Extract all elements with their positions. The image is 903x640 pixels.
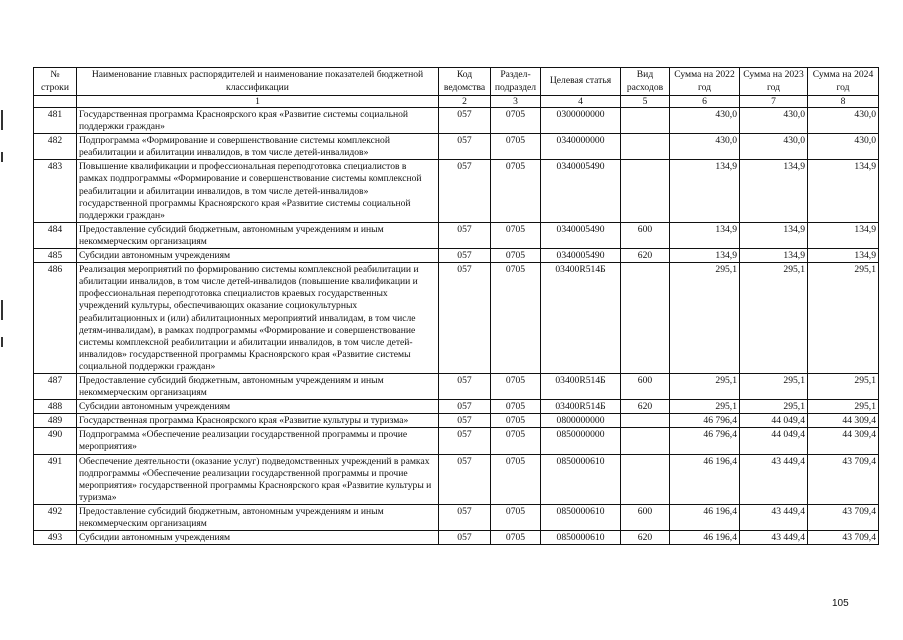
- row-number: 483: [34, 160, 77, 222]
- table-header-row: [34, 68, 879, 96]
- row-sum-2024: 44 309,4: [808, 414, 879, 428]
- row-department-code: 057: [439, 504, 491, 530]
- row-sum-2023: 43 449,4: [740, 531, 808, 545]
- row-sum-2023: 430,0: [740, 108, 808, 134]
- row-target-article: 0340005490: [541, 222, 621, 248]
- table-row: [34, 414, 879, 428]
- row-sum-2024: 295,1: [808, 373, 879, 399]
- row-sum-2023: 430,0: [740, 134, 808, 160]
- row-section: 0705: [491, 400, 541, 414]
- row-target-article: 03400R514Б: [541, 373, 621, 399]
- row-name: Субсидии автономным учреждениям: [77, 531, 439, 545]
- row-section: 0705: [491, 531, 541, 545]
- col-header-name: Наименование главных распорядителей и наименование показателей бюджетной классификации: [77, 68, 439, 96]
- row-section: 0705: [491, 263, 541, 374]
- row-name: Подпрограмма «Обеспечение реализации государственной программы и прочие мероприятия»: [77, 428, 439, 454]
- table-row: [34, 249, 879, 263]
- row-name: Обеспечение деятельности (оказание услуг) подведомственных учреждений в рамках подпрограммы «Обеспечение реализации государственной программы и прочие мероприятия» государственной программы Красноярского края «Развитие культуры и туризма»: [77, 454, 439, 504]
- row-name: Государственная программа Красноярского края «Развитие культуры и туризма»: [77, 414, 439, 428]
- row-number: 489: [34, 414, 77, 428]
- row-sum-2022: 430,0: [670, 108, 740, 134]
- row-target-article: 0850000000: [541, 428, 621, 454]
- row-sum-2024: 295,1: [808, 400, 879, 414]
- page-number: 105: [832, 598, 849, 609]
- table-row: [34, 134, 879, 160]
- row-expense-type: [621, 108, 670, 134]
- row-name: Подпрограмма «Формирование и совершенствование системы комплексной реабилитации и абилитации инвалидов, в том числе детей-инвалидов»: [77, 134, 439, 160]
- row-sum-2022: 134,9: [670, 249, 740, 263]
- col-header-target-article: Целевая статья: [541, 68, 621, 96]
- row-department-code: 057: [439, 108, 491, 134]
- table-body: [34, 108, 879, 545]
- scan-mark: [1, 337, 3, 347]
- row-number: 485: [34, 249, 77, 263]
- table-row: [34, 160, 879, 222]
- row-expense-type: [621, 454, 670, 504]
- row-target-article: 0800000000: [541, 414, 621, 428]
- row-name: Субсидии автономным учреждениям: [77, 249, 439, 263]
- row-expense-type: [621, 134, 670, 160]
- row-sum-2022: 295,1: [670, 373, 740, 399]
- row-target-article: 0850000610: [541, 531, 621, 545]
- row-sum-2023: 295,1: [740, 263, 808, 374]
- row-number: 487: [34, 373, 77, 399]
- row-sum-2022: 46 196,4: [670, 454, 740, 504]
- row-sum-2023: 44 049,4: [740, 428, 808, 454]
- row-expense-type: [621, 263, 670, 374]
- row-name: Субсидии автономным учреждениям: [77, 400, 439, 414]
- row-sum-2022: 295,1: [670, 263, 740, 374]
- row-sum-2022: 134,9: [670, 222, 740, 248]
- row-name: Предоставление субсидий бюджетным, автономным учреждениям и иным некоммерческим организациям: [77, 504, 439, 530]
- col-header-expense-type: Вид расходов: [621, 68, 670, 96]
- row-section: 0705: [491, 108, 541, 134]
- row-sum-2024: 430,0: [808, 134, 879, 160]
- row-expense-type: 620: [621, 531, 670, 545]
- row-name: Государственная программа Красноярского края «Развитие системы социальной поддержки граждан»: [77, 108, 439, 134]
- row-department-code: 057: [439, 373, 491, 399]
- row-sum-2024: 44 309,4: [808, 428, 879, 454]
- table-row: [34, 531, 879, 545]
- col-header-sum-2022: Сумма на 2022 год: [670, 68, 740, 96]
- column-index: [34, 96, 77, 108]
- budget-table: [33, 67, 879, 545]
- table-row: [34, 428, 879, 454]
- row-target-article: 0850000610: [541, 454, 621, 504]
- row-sum-2023: 43 449,4: [740, 454, 808, 504]
- row-number: 492: [34, 504, 77, 530]
- row-expense-type: 620: [621, 249, 670, 263]
- row-sum-2022: 46 796,4: [670, 428, 740, 454]
- row-target-article: 0850000610: [541, 504, 621, 530]
- row-sum-2024: 134,9: [808, 160, 879, 222]
- row-sum-2022: 430,0: [670, 134, 740, 160]
- row-section: 0705: [491, 249, 541, 263]
- column-index: 3: [491, 96, 541, 108]
- row-number: 481: [34, 108, 77, 134]
- row-section: 0705: [491, 373, 541, 399]
- table-row: [34, 263, 879, 374]
- row-target-article: 0340005490: [541, 160, 621, 222]
- row-sum-2024: 43 709,4: [808, 454, 879, 504]
- col-header-department-code: Код ведомства: [439, 68, 491, 96]
- row-name: Предоставление субсидий бюджетным, автономным учреждениям и иным некоммерческим организациям: [77, 222, 439, 248]
- row-sum-2023: 134,9: [740, 160, 808, 222]
- column-index-row: [34, 96, 879, 108]
- row-expense-type: 620: [621, 400, 670, 414]
- row-sum-2023: 134,9: [740, 222, 808, 248]
- column-index: 7: [740, 96, 808, 108]
- column-index: 8: [808, 96, 879, 108]
- row-sum-2023: 44 049,4: [740, 414, 808, 428]
- row-number: 486: [34, 263, 77, 374]
- row-department-code: 057: [439, 400, 491, 414]
- col-header-sum-2023: Сумма на 2023 год: [740, 68, 808, 96]
- row-sum-2024: 134,9: [808, 222, 879, 248]
- row-sum-2022: 134,9: [670, 160, 740, 222]
- row-department-code: 057: [439, 454, 491, 504]
- row-target-article: 0340000000: [541, 134, 621, 160]
- column-index: 4: [541, 96, 621, 108]
- table-row: [34, 373, 879, 399]
- row-number: 493: [34, 531, 77, 545]
- column-index: 6: [670, 96, 740, 108]
- row-section: 0705: [491, 222, 541, 248]
- table-row: [34, 400, 879, 414]
- row-sum-2023: 295,1: [740, 373, 808, 399]
- col-header-row-number: № строки: [34, 68, 77, 96]
- row-target-article: 0300000000: [541, 108, 621, 134]
- row-name: Реализация мероприятий по формированию системы комплексной реабилитации и абилитации инвалидов, в том числе детей-инвалидов (повышение квалификации и профессиональная переподготовка специалистов краевых государственных учреждений культуры, обеспечивающих оказание социокультурных реабилитационных и (или) абилитационных мероприятий инвалидам, в том числе детям-инвалидам), в рамках подпрограммы «Формирование и совершенствование системы комплексной реабилитации и абилитации инвалидов, в том числе детей-инвалидов» государственной программы Красноярского края «Развитие системы социальной поддержки граждан»: [77, 263, 439, 374]
- row-sum-2024: 134,9: [808, 249, 879, 263]
- row-sum-2023: 295,1: [740, 400, 808, 414]
- row-sum-2024: 295,1: [808, 263, 879, 374]
- row-expense-type: 600: [621, 222, 670, 248]
- row-sum-2022: 295,1: [670, 400, 740, 414]
- row-expense-type: 600: [621, 373, 670, 399]
- row-department-code: 057: [439, 160, 491, 222]
- column-index: 2: [439, 96, 491, 108]
- row-expense-type: [621, 160, 670, 222]
- row-department-code: 057: [439, 531, 491, 545]
- row-department-code: 057: [439, 134, 491, 160]
- table-row: [34, 108, 879, 134]
- scan-mark: [1, 300, 3, 320]
- row-name: Предоставление субсидий бюджетным, автономным учреждениям и иным некоммерческим организациям: [77, 373, 439, 399]
- scan-mark: [1, 110, 3, 130]
- row-department-code: 057: [439, 249, 491, 263]
- row-section: 0705: [491, 504, 541, 530]
- row-section: 0705: [491, 134, 541, 160]
- scan-mark: [1, 152, 3, 162]
- row-expense-type: [621, 414, 670, 428]
- col-header-section: Раздел-подраздел: [491, 68, 541, 96]
- row-section: 0705: [491, 454, 541, 504]
- row-number: 482: [34, 134, 77, 160]
- row-department-code: 057: [439, 414, 491, 428]
- col-header-sum-2024: Сумма на 2024 год: [808, 68, 879, 96]
- column-index: 1: [77, 96, 439, 108]
- row-expense-type: [621, 428, 670, 454]
- row-expense-type: 600: [621, 504, 670, 530]
- row-sum-2023: 43 449,4: [740, 504, 808, 530]
- row-number: 490: [34, 428, 77, 454]
- row-sum-2023: 134,9: [740, 249, 808, 263]
- row-sum-2022: 46 196,4: [670, 504, 740, 530]
- table-row: [34, 222, 879, 248]
- row-sum-2022: 46 196,4: [670, 531, 740, 545]
- row-name: Повышение квалификации и профессиональная переподготовка специалистов в рамках подпрограммы «Формирование и совершенствование системы комплексной реабилитации и абилитации инвалидов, в том числе детей-инвалидов» государственной программы Красноярского края «Развитие системы социальной поддержки граждан»: [77, 160, 439, 222]
- table-row: [34, 454, 879, 504]
- row-number: 491: [34, 454, 77, 504]
- row-sum-2024: 430,0: [808, 108, 879, 134]
- row-target-article: 0340005490: [541, 249, 621, 263]
- row-number: 488: [34, 400, 77, 414]
- row-department-code: 057: [439, 428, 491, 454]
- table-row: [34, 504, 879, 530]
- row-section: 0705: [491, 428, 541, 454]
- row-department-code: 057: [439, 263, 491, 374]
- row-number: 484: [34, 222, 77, 248]
- row-target-article: 03400R514Б: [541, 400, 621, 414]
- row-sum-2024: 43 709,4: [808, 531, 879, 545]
- row-section: 0705: [491, 414, 541, 428]
- row-section: 0705: [491, 160, 541, 222]
- row-target-article: 03400R514Б: [541, 263, 621, 374]
- row-department-code: 057: [439, 222, 491, 248]
- column-index: 5: [621, 96, 670, 108]
- row-sum-2022: 46 796,4: [670, 414, 740, 428]
- row-sum-2024: 43 709,4: [808, 504, 879, 530]
